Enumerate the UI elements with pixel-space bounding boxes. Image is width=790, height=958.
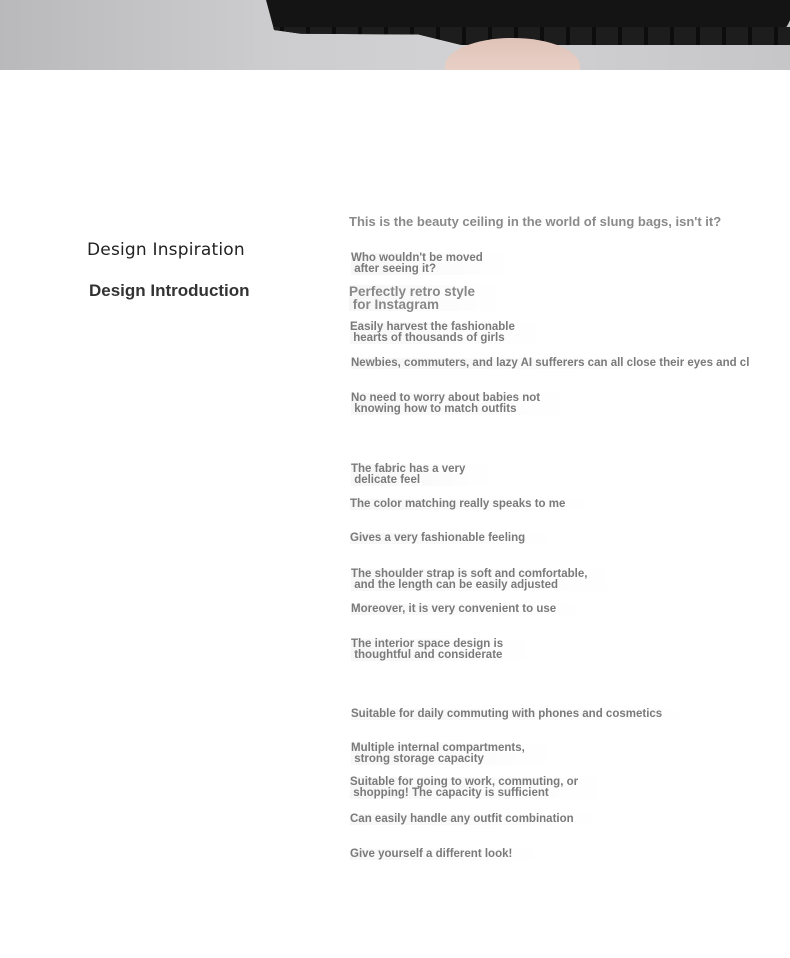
feature-line: The shoulder strap is soft and comfortable, and the length can be easily adjusted [351, 569, 617, 591]
feature-line: The fabric has a very delicate feel [351, 464, 495, 486]
feature-line: The interior space design is thoughtful and considerate [351, 639, 533, 661]
feature-line: Give yourself a different look! [350, 849, 542, 860]
feature-line: Gives a very fashionable feeling [350, 533, 555, 544]
feature-line: No need to worry about babies not knowing how to match outfits [351, 393, 570, 415]
feature-line: The color matching really speaks to me [350, 499, 595, 510]
feature-line: Easily harvest the fashionable hearts of thousands of girls [350, 322, 545, 344]
headline-text: This is the beauty ceiling in the world of slung bags, isn't it? [349, 214, 722, 229]
feature-line: Multiple internal compartments, strong storage capacity [351, 743, 555, 765]
feature-line: Perfectly retro style for Instagram [349, 285, 505, 311]
feature-line: Suitable for daily commuting with phones and cosmetics [351, 709, 692, 720]
design-inspiration-label: Design Inspiration [87, 240, 245, 260]
feature-line: Newbies, commuters, and lazy AI sufferers can all close their eyes and cl [351, 357, 750, 369]
feature-line: Can easily handle any outfit combination [350, 814, 604, 825]
product-photo-banner [0, 0, 790, 70]
feature-line: Moreover, it is very convenient to use [351, 604, 586, 615]
design-introduction-label: Design Introduction [89, 281, 250, 300]
feature-line: Who wouldn't be moved after seeing it? [351, 253, 513, 275]
feature-line: Suitable for going to work, commuting, or shopping! The capacity is sufficient [350, 777, 608, 799]
